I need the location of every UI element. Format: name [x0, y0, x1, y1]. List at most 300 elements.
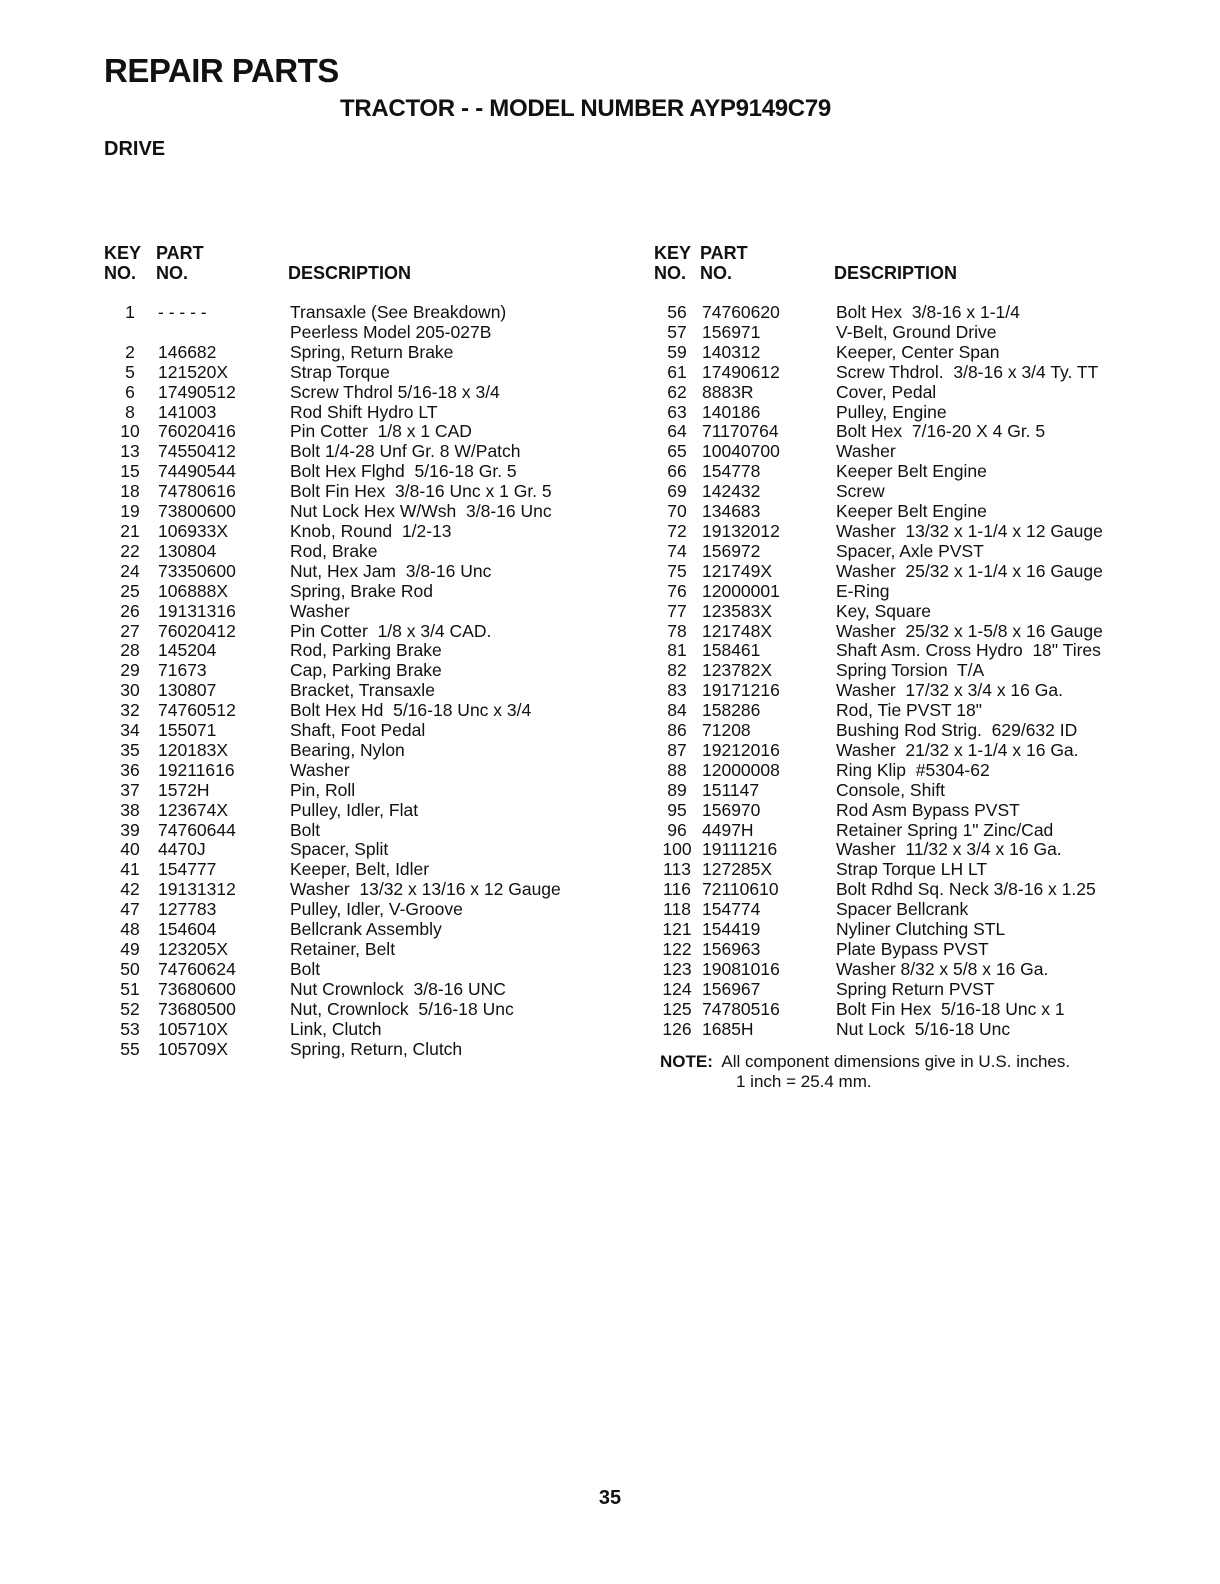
- key-no: 87: [667, 739, 687, 760]
- part-no: 121748X: [702, 620, 773, 641]
- key-no: 8: [125, 401, 135, 422]
- key-no: 19: [120, 501, 140, 522]
- table-row: [104, 681, 624, 701]
- part-no: 140312: [702, 341, 761, 362]
- part-description: Bolt Fin Hex 3/8-16 Unc x 1 Gr. 5: [290, 481, 552, 502]
- part-description: Washer 8/32 x 5/8 x 16 Ga.: [836, 958, 1049, 979]
- part-no: 106933X: [158, 520, 229, 541]
- part-description: Rod, Parking Brake: [290, 640, 442, 661]
- part-no: 76020416: [158, 421, 236, 442]
- table-header: [654, 243, 1174, 303]
- table-row: [104, 661, 624, 681]
- part-no: 71170764: [702, 421, 779, 442]
- part-description: Bushing Rod Strig. 629/632 ID: [836, 720, 1078, 741]
- table-header: [104, 243, 624, 303]
- table-row: [654, 661, 1174, 681]
- key-no: 70: [667, 501, 687, 522]
- part-no: 19212016: [702, 739, 780, 760]
- part-description: Rod Shift Hydro LT: [290, 401, 438, 422]
- table-row: [104, 781, 624, 801]
- part-no: 127783: [158, 899, 217, 920]
- part-description: Bolt Hex 7/16-20 X 4 Gr. 5: [836, 421, 1046, 442]
- part-no: 155071: [158, 720, 217, 741]
- part-no: 19081016: [702, 958, 780, 979]
- table-row: [654, 761, 1174, 781]
- table-row: [104, 582, 624, 602]
- key-no: 64: [667, 421, 687, 442]
- part-no: 4497H: [702, 819, 754, 840]
- key-no: 13: [120, 441, 140, 462]
- parts-list-right: [654, 303, 1174, 1040]
- key-no: 74: [667, 540, 687, 561]
- table-row: [104, 522, 624, 542]
- part-no: 17490512: [158, 381, 236, 402]
- part-description: Link, Clutch: [290, 1018, 382, 1039]
- model-subtitle: TRACTOR - - MODEL NUMBER AYP9149C79: [340, 95, 831, 122]
- table-row: [104, 462, 624, 482]
- key-no: 116: [663, 879, 691, 900]
- part-no: 76020412: [158, 620, 236, 641]
- part-no: 73800600: [158, 501, 236, 522]
- table-row: [654, 363, 1174, 383]
- part-no: 74760620: [702, 302, 780, 322]
- table-row: [654, 403, 1174, 423]
- part-no: 156970: [702, 799, 761, 820]
- key-no: 125: [662, 998, 692, 1019]
- table-row: [654, 502, 1174, 522]
- part-description: Washer: [836, 441, 896, 462]
- part-description: Shaft Asm. Cross Hydro 18" Tires: [836, 640, 1101, 661]
- table-row: [654, 920, 1174, 940]
- part-no: 140186: [702, 401, 761, 422]
- part-no: 74760512: [158, 700, 236, 721]
- key-no: 28: [120, 640, 140, 661]
- part-description: V-Belt, Ground Drive: [836, 321, 997, 342]
- part-no: 19132012: [702, 520, 780, 541]
- part-no: 154777: [158, 859, 217, 880]
- part-no: 156972: [702, 540, 761, 561]
- key-no: 69: [667, 481, 687, 502]
- table-row: [104, 920, 624, 940]
- part-description: Bearing, Nylon: [290, 739, 405, 760]
- part-no: 74780616: [158, 481, 236, 502]
- part-no: 120183X: [158, 739, 229, 760]
- part-description: Washer 13/32 x 13/16 x 12 Gauge: [290, 879, 561, 900]
- part-no: 130807: [158, 680, 217, 701]
- part-no: 74780516: [702, 998, 780, 1019]
- part-description: E-Ring: [836, 580, 890, 601]
- key-no: 1: [125, 302, 135, 322]
- part-description: Retainer Spring 1" Zinc/Cad: [836, 819, 1054, 840]
- parts-list-left: [104, 303, 624, 1059]
- key-no: 27: [120, 620, 140, 641]
- part-no: 154604: [158, 919, 217, 940]
- key-no: 30: [120, 680, 140, 701]
- table-row: [654, 900, 1174, 920]
- key-no: 26: [120, 600, 140, 621]
- table-row: [104, 821, 624, 841]
- part-no: 156971: [702, 321, 761, 342]
- part-no: 134683: [702, 501, 761, 522]
- dimensions-note: [660, 1052, 1070, 1092]
- table-row: [654, 781, 1174, 801]
- part-description: Spring, Return, Clutch: [290, 1038, 463, 1059]
- table-row: [654, 860, 1174, 880]
- key-no: 25: [120, 580, 140, 601]
- part-description: Keeper, Belt, Idler: [290, 859, 430, 880]
- part-description: Plate Bypass PVST: [836, 939, 989, 959]
- key-no: 15: [120, 461, 140, 482]
- table-row: [104, 960, 624, 980]
- part-description: Screw: [836, 481, 885, 502]
- table-row: [654, 323, 1174, 343]
- part-description: Washer 21/32 x 1-1/4 x 16 Ga.: [836, 739, 1079, 760]
- key-no: 95: [667, 799, 687, 820]
- part-no: 154778: [702, 461, 761, 482]
- part-description: Knob, Round 1/2-13: [290, 520, 452, 541]
- key-no: 37: [120, 779, 140, 800]
- part-no: 123782X: [702, 660, 773, 681]
- part-no: 19171216: [702, 680, 780, 701]
- part-description: Washer 11/32 x 3/4 x 16 Ga.: [836, 839, 1062, 860]
- table-row: [104, 343, 624, 363]
- key-no: 89: [667, 779, 687, 800]
- part-description: Nut Crownlock 3/8-16 UNC: [290, 978, 506, 999]
- key-no: 77: [667, 600, 687, 621]
- key-no: 41: [120, 859, 140, 880]
- part-no: 127285X: [702, 859, 773, 880]
- part-no: 130804: [158, 540, 217, 561]
- part-no: 151147: [702, 779, 760, 800]
- part-description: Washer 25/32 x 1-1/4 x 16 Gauge: [836, 560, 1103, 581]
- key-no: 5: [125, 361, 135, 382]
- part-no: 1685H: [702, 1018, 754, 1039]
- part-description: Washer 17/32 x 3/4 x 16 Ga.: [836, 680, 1063, 701]
- key-no: 34: [120, 720, 140, 741]
- part-no: 10040700: [702, 441, 780, 462]
- key-no: 78: [667, 620, 687, 641]
- part-description: Pin Cotter 1/8 x 1 CAD: [290, 421, 472, 442]
- key-no: 10: [120, 421, 140, 442]
- part-no: 1572H: [158, 779, 210, 800]
- table-row: [654, 940, 1174, 960]
- part-no: 105710X: [158, 1018, 229, 1039]
- table-row: [104, 761, 624, 781]
- key-no: 66: [667, 461, 687, 482]
- key-no: 35: [120, 739, 140, 760]
- part-description: Spacer, Split: [290, 839, 389, 860]
- part-description: Pin Cotter 1/8 x 3/4 CAD.: [290, 620, 492, 641]
- part-no: 106888X: [158, 580, 229, 601]
- part-description: Washer: [290, 759, 350, 780]
- part-description: Keeper, Center Span: [836, 341, 1000, 362]
- part-description: Spring Torsion T/A: [836, 660, 985, 681]
- part-no: 74490544: [158, 461, 236, 482]
- key-no: 2: [125, 341, 135, 362]
- table-row: [654, 303, 1174, 323]
- key-no: 88: [667, 759, 687, 780]
- note-text: All component dimensions give in U.S. inches.: [721, 1052, 1071, 1071]
- part-no: 145204: [158, 640, 217, 661]
- part-description: Washer: [290, 600, 350, 621]
- table-row: [654, 442, 1174, 462]
- part-description: Keeper Belt Engine: [836, 501, 987, 522]
- key-no: 75: [667, 560, 687, 581]
- part-no: 156963: [702, 939, 761, 959]
- key-no: 55: [120, 1038, 140, 1059]
- table-row: [654, 422, 1174, 442]
- table-row: [654, 880, 1174, 900]
- key-no: 51: [120, 978, 140, 999]
- part-no: 74550412: [158, 441, 236, 462]
- table-row: [654, 741, 1174, 761]
- key-no-header: KEY NO.: [104, 243, 142, 283]
- key-no: 83: [667, 680, 687, 701]
- table-row: [104, 721, 624, 741]
- part-no: 12000001: [702, 580, 780, 601]
- table-row: [104, 980, 624, 1000]
- key-no: [104, 323, 156, 343]
- table-row: [104, 900, 624, 920]
- table-row: [104, 403, 624, 423]
- page-number: 35: [598, 1487, 622, 1509]
- part-description: Nut Lock 5/16-18 Unc: [836, 1018, 1011, 1039]
- part-no: 73680600: [158, 978, 236, 999]
- table-row: [654, 840, 1174, 860]
- table-row: [654, 980, 1174, 1000]
- part-description: Screw Thdrol. 3/8-16 x 3/4 Ty. TT: [836, 361, 1099, 382]
- key-no: 86: [667, 720, 687, 741]
- table-row: [104, 940, 624, 960]
- key-no: 113: [663, 859, 691, 880]
- key-no: 121: [662, 919, 692, 940]
- part-no: 19111216: [702, 839, 778, 860]
- key-no: 39: [120, 819, 140, 840]
- part-no: 12000008: [702, 759, 780, 780]
- part-description: Rod, Brake: [290, 540, 378, 561]
- part-description: Bolt Hex 3/8-16 x 1-1/4: [836, 302, 1020, 322]
- part-description: Shaft, Foot Pedal: [290, 720, 426, 741]
- part-description: Washer 25/32 x 1-5/8 x 16 Gauge: [836, 620, 1103, 641]
- key-no: 72: [667, 520, 687, 541]
- part-description: Rod, Tie PVST 18": [836, 700, 982, 721]
- part-description: Spring, Brake Rod: [290, 580, 433, 601]
- part-no: - - - - -: [158, 302, 207, 322]
- part-no: 73350600: [158, 560, 236, 581]
- part-description: Nut Lock Hex W/Wsh 3/8-16 Unc: [290, 501, 552, 522]
- part-no: 4470J: [158, 839, 206, 860]
- table-row: [104, 801, 624, 821]
- table-row: [654, 522, 1174, 542]
- table-row: [654, 582, 1174, 602]
- part-no: 74760624: [158, 958, 236, 979]
- part-description: Rod Asm Bypass PVST: [836, 799, 1020, 820]
- key-no: 123: [662, 958, 692, 979]
- key-no: 59: [667, 341, 687, 362]
- key-no: 48: [120, 919, 140, 940]
- part-description: Bellcrank Assembly: [290, 919, 442, 940]
- table-row: [104, 860, 624, 880]
- table-row: [654, 602, 1174, 622]
- part-description: Cover, Pedal: [836, 381, 937, 402]
- key-no: 57: [667, 321, 687, 342]
- key-no: 49: [120, 939, 140, 959]
- table-row: [654, 1000, 1174, 1020]
- part-description: Nyliner Clutching STL: [836, 919, 1006, 940]
- table-row: [654, 1020, 1174, 1040]
- part-description: Pulley, Idler, V-Groove: [290, 899, 463, 920]
- part-no-header: PART NO.: [156, 243, 204, 283]
- part-description: Nut, Crownlock 5/16-18 Unc: [290, 998, 514, 1019]
- key-no: 84: [667, 700, 687, 721]
- part-description: Bolt Rdhd Sq. Neck 3/8-16 x 1.25: [836, 879, 1096, 900]
- part-description: Spring Return PVST: [836, 978, 995, 999]
- parts-table-right: [654, 243, 1174, 1040]
- note-label: NOTE:: [660, 1052, 713, 1071]
- description-header: DESCRIPTION: [288, 263, 412, 283]
- part-no: 74760644: [158, 819, 236, 840]
- part-no: 8883R: [702, 381, 754, 402]
- part-description: Pulley, Engine: [836, 401, 947, 422]
- table-row: [104, 422, 624, 442]
- table-row: [104, 622, 624, 642]
- table-row: [104, 1040, 624, 1060]
- key-no: 62: [667, 381, 687, 402]
- part-description: Strap Torque LH LT: [836, 859, 988, 880]
- table-row: [654, 343, 1174, 363]
- table-row: [654, 641, 1174, 661]
- part-no: 19131312: [158, 879, 236, 900]
- key-no: 36: [120, 759, 140, 780]
- table-row: [654, 562, 1174, 582]
- part-no: 158461: [702, 640, 761, 661]
- part-description: Ring Klip #5304-62: [836, 759, 990, 780]
- key-no: 81: [667, 640, 687, 661]
- part-description: Key, Square: [836, 600, 932, 621]
- part-description: Spacer Bellcrank: [836, 899, 969, 920]
- part-description: Bolt Fin Hex 5/16-18 Unc x 1: [836, 998, 1065, 1019]
- key-no: 65: [667, 441, 687, 462]
- table-row: [654, 821, 1174, 841]
- part-no: 123583X: [702, 600, 773, 621]
- key-no: 63: [667, 401, 687, 422]
- table-row: [654, 960, 1174, 980]
- part-description: Washer 13/32 x 1-1/4 x 12 Gauge: [836, 520, 1103, 541]
- key-no: 50: [120, 958, 140, 979]
- key-no: 76: [667, 580, 687, 601]
- part-description: Screw Thdrol 5/16-18 x 3/4: [290, 381, 500, 402]
- description-header: DESCRIPTION: [834, 263, 958, 283]
- key-no: 61: [667, 361, 687, 382]
- key-no: 53: [120, 1018, 140, 1039]
- part-no: 154419: [702, 919, 761, 940]
- table-row: [104, 442, 624, 462]
- page-title: REPAIR PARTS: [104, 52, 339, 89]
- part-description: Spring, Return Brake: [290, 341, 454, 362]
- part-no: 105709X: [158, 1038, 229, 1059]
- key-no: 126: [662, 1018, 692, 1039]
- part-description: Bracket, Transaxle: [290, 680, 435, 701]
- key-no: 124: [662, 978, 692, 999]
- key-no: 22: [120, 540, 140, 561]
- part-no: 142432: [702, 481, 761, 502]
- table-row: [654, 383, 1174, 403]
- part-description: Bolt 1/4-28 Unf Gr. 8 W/Patch: [290, 441, 521, 462]
- part-description: Cap, Parking Brake: [290, 660, 442, 681]
- part-no: 154774: [702, 899, 761, 920]
- part-description: Peerless Model 205-027B: [290, 321, 492, 342]
- table-row: [104, 641, 624, 661]
- table-row: [104, 701, 624, 721]
- table-row: [104, 323, 624, 343]
- table-row: [104, 363, 624, 383]
- table-row: [104, 1000, 624, 1020]
- key-no: 96: [667, 819, 687, 840]
- part-no: 121749X: [702, 560, 773, 581]
- part-no: 19211616: [158, 759, 235, 780]
- part-description: Console, Shift: [836, 779, 945, 800]
- key-no-header: KEY NO.: [654, 243, 692, 283]
- key-no: 24: [120, 560, 140, 581]
- table-row: [654, 801, 1174, 821]
- table-row: [654, 681, 1174, 701]
- table-row: [104, 303, 624, 323]
- part-no: 146682: [158, 341, 217, 362]
- key-no: 100: [662, 839, 692, 860]
- key-no: 32: [120, 700, 140, 721]
- part-description: Bolt Hex Hd 5/16-18 Unc x 3/4: [290, 700, 532, 721]
- part-no: [156, 323, 290, 343]
- part-no: 17490612: [702, 361, 780, 382]
- part-no-header: PART NO.: [700, 243, 748, 283]
- key-no: 82: [667, 660, 687, 681]
- part-description: Bolt: [290, 958, 321, 979]
- key-no: 118: [663, 899, 691, 920]
- parts-table-left: [104, 243, 624, 1059]
- key-no: 38: [120, 799, 140, 820]
- table-row: [654, 701, 1174, 721]
- table-row: [654, 542, 1174, 562]
- table-row: [104, 1020, 624, 1040]
- part-description: Strap Torque: [290, 361, 390, 382]
- table-row: [104, 502, 624, 522]
- key-no: 42: [120, 879, 140, 900]
- section-title: DRIVE: [104, 138, 166, 160]
- part-no: 71673: [158, 660, 207, 681]
- key-no: 18: [120, 481, 140, 502]
- table-row: [654, 721, 1174, 741]
- table-row: [104, 562, 624, 582]
- table-row: [654, 622, 1174, 642]
- part-description: Keeper Belt Engine: [836, 461, 987, 482]
- key-no: 6: [125, 381, 135, 402]
- part-description: Pin, Roll: [290, 779, 356, 800]
- table-row: [654, 482, 1174, 502]
- key-no: 29: [120, 660, 140, 681]
- key-no: 56: [667, 302, 687, 322]
- key-no: 40: [120, 839, 140, 860]
- table-row: [654, 462, 1174, 482]
- part-no: 71208: [702, 720, 751, 741]
- table-row: [104, 880, 624, 900]
- part-no: 72110610: [702, 879, 779, 900]
- part-description: Spacer, Axle PVST: [836, 540, 984, 561]
- table-row: [104, 840, 624, 860]
- part-description: Pulley, Idler, Flat: [290, 799, 419, 820]
- part-description: Transaxle (See Breakdown): [290, 302, 507, 322]
- key-no: 122: [662, 939, 692, 959]
- part-description: Bolt: [290, 819, 321, 840]
